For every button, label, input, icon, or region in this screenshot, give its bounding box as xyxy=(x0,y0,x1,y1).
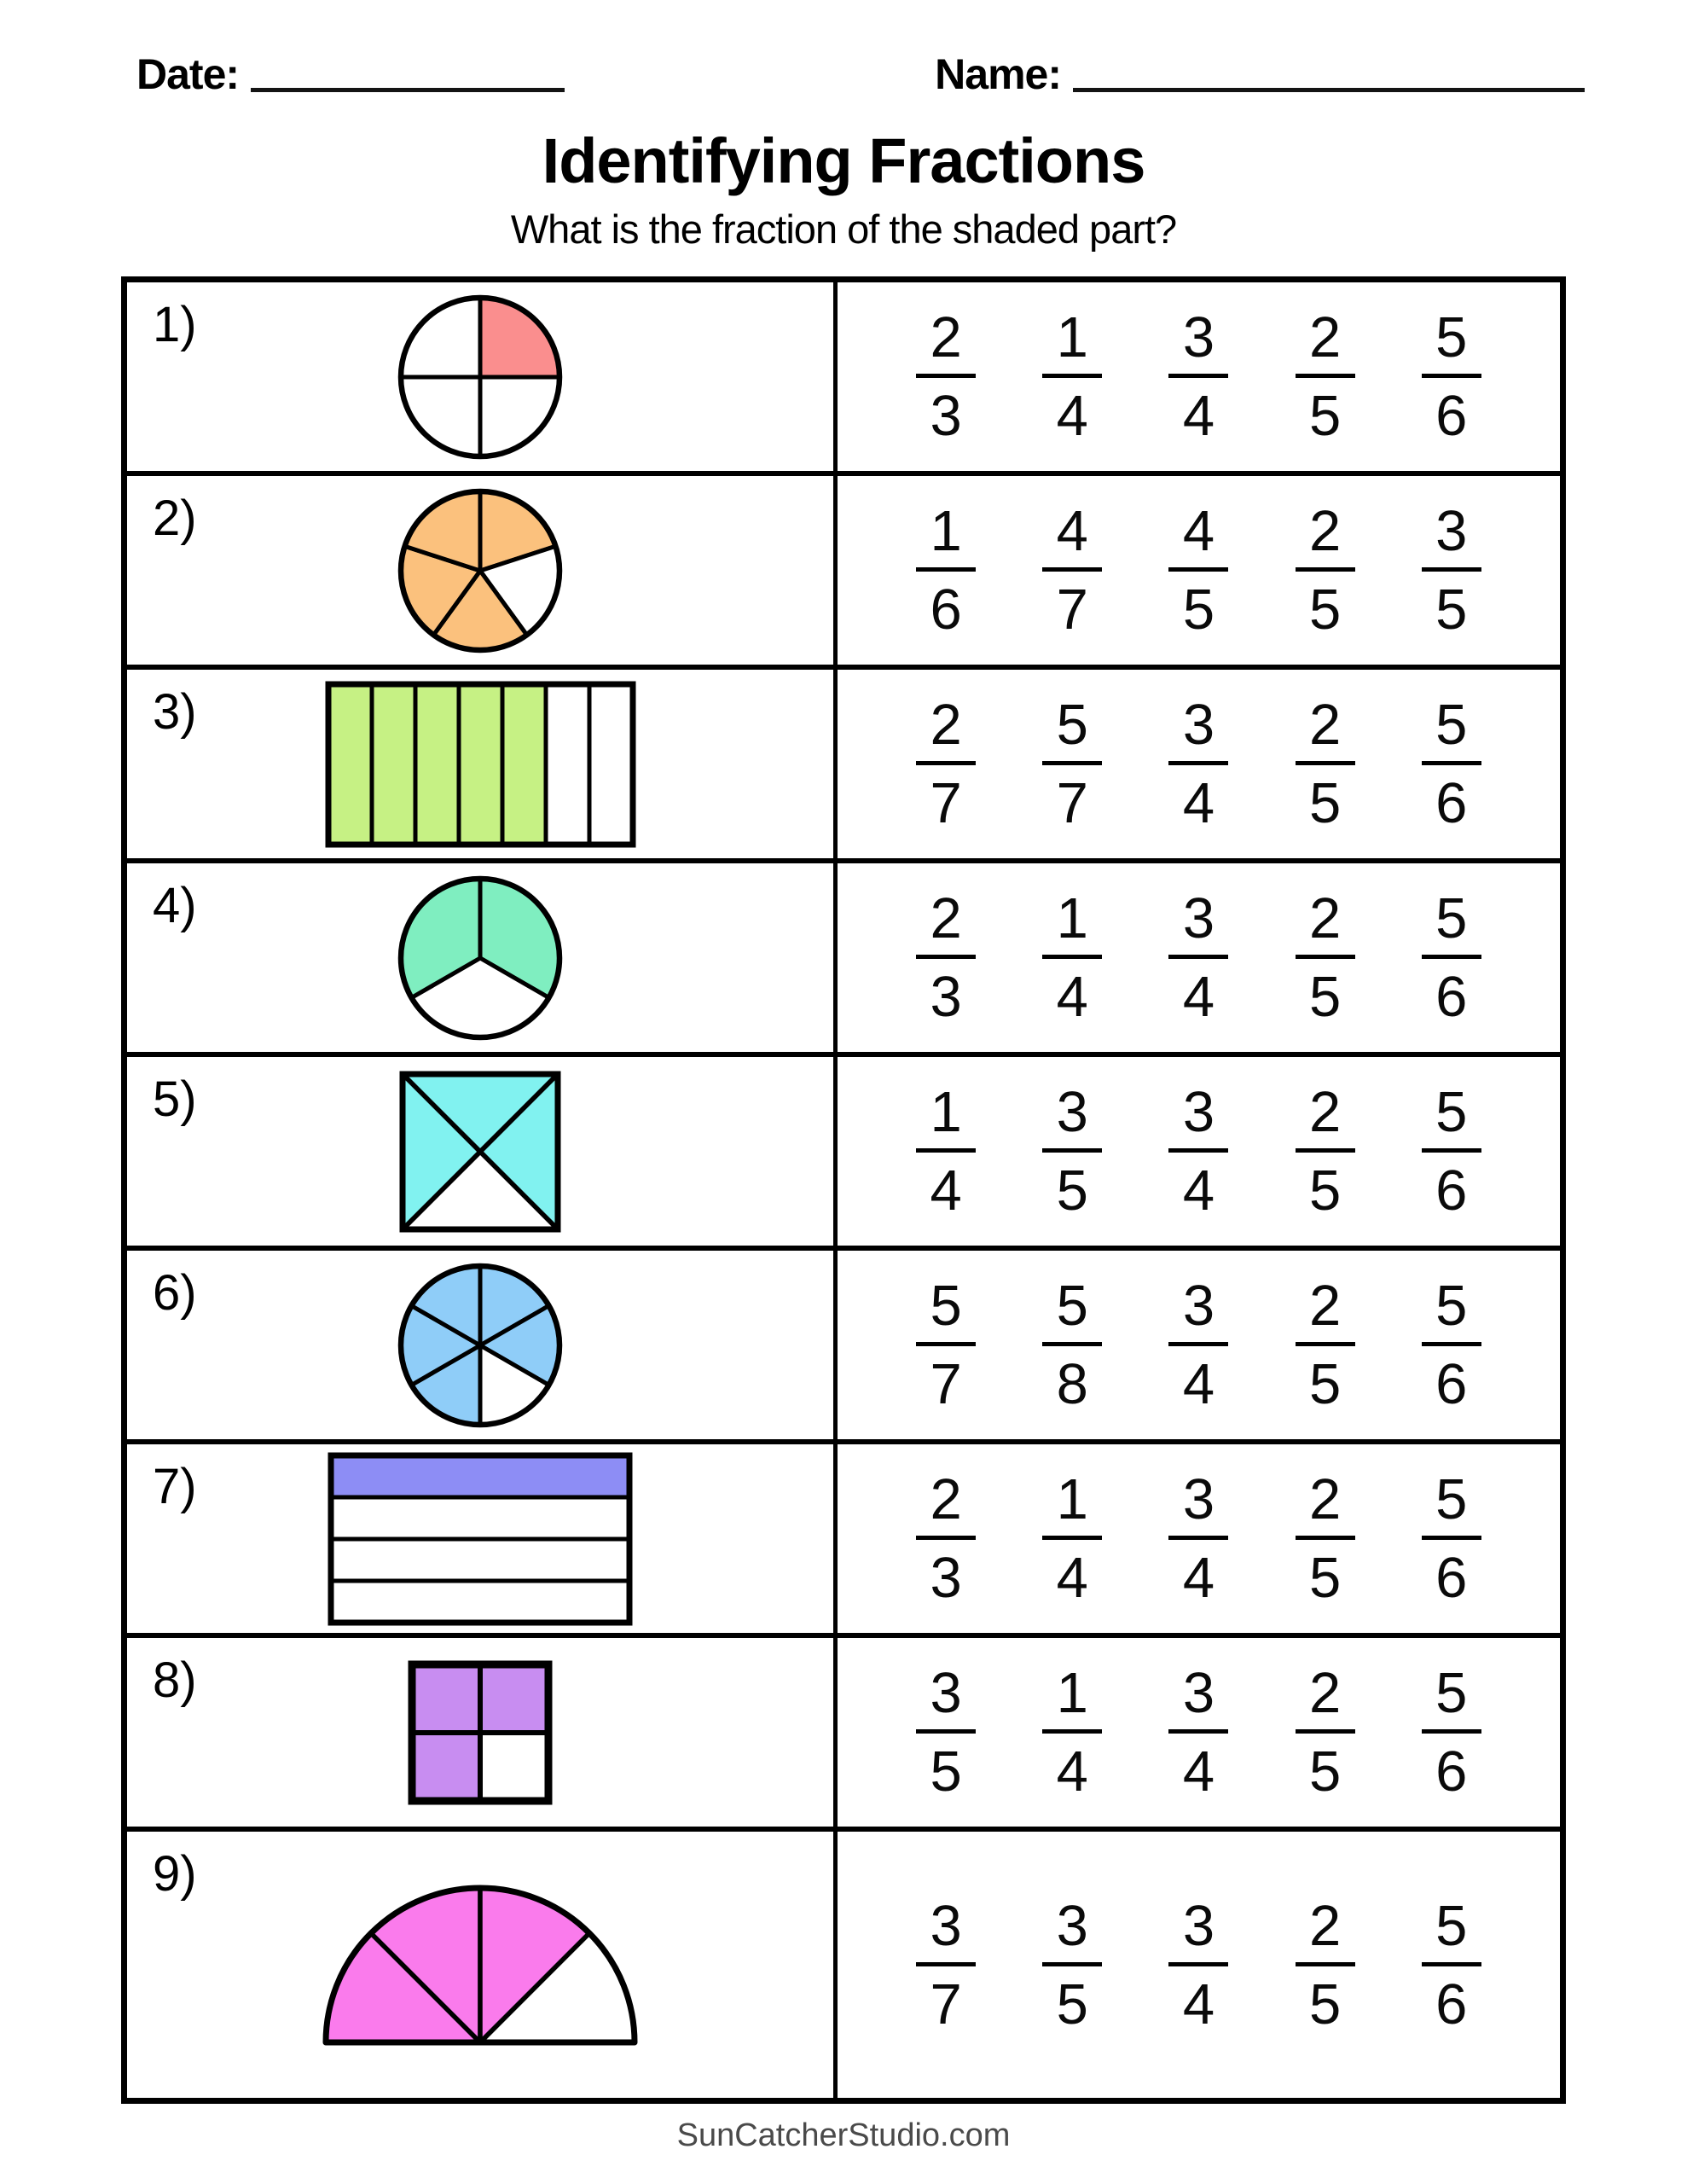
fraction-option[interactable] xyxy=(916,1893,976,2036)
fraction-option[interactable] xyxy=(1296,305,1355,448)
fraction-option[interactable] xyxy=(1296,1661,1355,1804)
options-cell xyxy=(838,1057,1560,1246)
name-line[interactable] xyxy=(1073,88,1585,92)
shape-cell xyxy=(127,476,838,665)
fraction-option[interactable] xyxy=(1168,693,1228,835)
fraction-numerator: 2 xyxy=(1308,886,1342,950)
footer-credit: SunCatcherStudio.com xyxy=(676,2117,1011,2153)
fraction-numerator: 1 xyxy=(1056,1467,1088,1531)
shape-segment xyxy=(502,684,546,845)
fraction-numerator: 5 xyxy=(1435,1893,1468,1958)
fraction-numerator: 2 xyxy=(1308,1893,1342,1958)
fraction-denominator: 5 xyxy=(1308,965,1342,1029)
fraction-numerator: 3 xyxy=(1182,1274,1215,1338)
worksheet-table xyxy=(121,276,1566,2104)
fraction-option[interactable] xyxy=(1168,1274,1228,1416)
fraction-shape-pie xyxy=(395,292,565,462)
fraction-option[interactable] xyxy=(1422,1080,1481,1223)
fraction-denominator: 4 xyxy=(930,1159,962,1223)
fraction-numerator: 1 xyxy=(930,1080,962,1144)
fraction-option[interactable] xyxy=(1042,1080,1102,1223)
fraction-option[interactable] xyxy=(1296,1274,1355,1416)
fraction-numerator: 5 xyxy=(1435,1467,1468,1531)
fraction-option[interactable] xyxy=(916,1661,976,1804)
fraction-numerator: 5 xyxy=(1056,693,1088,757)
fraction-denominator: 5 xyxy=(1308,1546,1342,1610)
fraction-denominator: 3 xyxy=(930,384,962,448)
fraction-numerator: 3 xyxy=(1182,1893,1215,1958)
fraction-denominator: 5 xyxy=(1435,578,1468,642)
fraction-shape-hbar xyxy=(328,1452,633,1626)
fraction-numerator: 5 xyxy=(930,1274,962,1338)
page-subtitle: What is the fraction of the shaded part? xyxy=(510,206,1177,252)
problem-row xyxy=(127,863,1560,1057)
fraction-numerator: 4 xyxy=(1056,499,1088,563)
shape-cell xyxy=(127,1251,838,1439)
fraction-numerator: 3 xyxy=(1182,305,1215,369)
fraction-option[interactable] xyxy=(1168,499,1228,642)
shape-cell xyxy=(127,670,838,858)
shape-segment xyxy=(546,684,589,845)
fraction-option[interactable] xyxy=(1296,886,1355,1029)
options-cell xyxy=(838,863,1560,1052)
fraction-option[interactable] xyxy=(916,499,976,642)
fraction-numerator: 3 xyxy=(930,1893,962,1958)
fraction-numerator: 5 xyxy=(1435,305,1468,369)
problem-row xyxy=(127,282,1560,476)
fraction-denominator: 7 xyxy=(930,1972,962,2036)
fraction-denominator: 7 xyxy=(1056,578,1088,642)
fraction-option[interactable] xyxy=(1422,1893,1481,2036)
fraction-numerator: 1 xyxy=(1056,886,1088,950)
date-field xyxy=(136,49,565,99)
problem-number: 7) xyxy=(153,1459,197,1514)
fraction-denominator: 6 xyxy=(1435,1546,1468,1610)
fraction-denominator: 5 xyxy=(1056,1972,1088,2036)
date-label: Date: xyxy=(136,50,240,98)
fraction-shape-pie xyxy=(395,873,565,1043)
fraction-option[interactable] xyxy=(1296,1467,1355,1610)
fraction-denominator: 6 xyxy=(1435,1740,1468,1804)
header xyxy=(0,0,1687,99)
fraction-numerator: 2 xyxy=(1308,305,1342,369)
fraction-numerator: 3 xyxy=(1182,1080,1215,1144)
problem-row xyxy=(127,1251,1560,1444)
fraction-shape-vbar xyxy=(325,681,636,848)
fraction-denominator: 6 xyxy=(1435,1352,1468,1416)
fraction-numerator: 3 xyxy=(1182,693,1215,757)
fraction-option[interactable] xyxy=(1168,1893,1228,2036)
fraction-numerator: 2 xyxy=(1308,1080,1342,1144)
fraction-denominator: 4 xyxy=(1056,1546,1088,1610)
fraction-option[interactable] xyxy=(1296,499,1355,642)
fraction-numerator: 3 xyxy=(1182,1661,1215,1725)
fraction-shape-semi xyxy=(318,1880,642,2049)
options-cell xyxy=(838,1251,1560,1439)
shape-segment xyxy=(589,684,633,845)
fraction-denominator: 4 xyxy=(1182,1972,1215,2036)
options-cell xyxy=(838,1832,1560,2098)
fraction-numerator: 3 xyxy=(1182,1467,1215,1531)
problem-number: 8) xyxy=(153,1653,197,1708)
problem-number: 9) xyxy=(153,1846,197,1902)
fraction-option[interactable] xyxy=(1422,1467,1481,1610)
fraction-option[interactable] xyxy=(916,1274,976,1416)
fraction-numerator: 5 xyxy=(1435,1274,1468,1338)
fraction-numerator: 1 xyxy=(930,499,962,563)
fraction-numerator: 3 xyxy=(1435,499,1468,563)
problem-row xyxy=(127,1444,1560,1638)
fraction-denominator: 5 xyxy=(1308,578,1342,642)
shape-cell xyxy=(127,282,838,471)
problem-row xyxy=(127,1638,1560,1832)
fraction-numerator: 5 xyxy=(1056,1274,1088,1338)
fraction-option[interactable] xyxy=(1168,1661,1228,1804)
fraction-numerator: 3 xyxy=(930,1661,962,1725)
fraction-option[interactable] xyxy=(1042,1893,1102,2036)
fraction-numerator: 3 xyxy=(1182,886,1215,950)
fraction-denominator: 6 xyxy=(1435,1972,1468,2036)
fraction-option[interactable] xyxy=(1042,1467,1102,1610)
problem-row xyxy=(127,1057,1560,1251)
fraction-option[interactable] xyxy=(1042,499,1102,642)
fraction-numerator: 5 xyxy=(1435,693,1468,757)
fraction-numerator: 1 xyxy=(1056,1661,1088,1725)
fraction-option[interactable] xyxy=(1042,1661,1102,1804)
fraction-denominator: 4 xyxy=(1182,771,1215,835)
fraction-numerator: 2 xyxy=(1308,693,1342,757)
fraction-option[interactable] xyxy=(1296,1893,1355,2036)
fraction-option[interactable] xyxy=(1042,1274,1102,1416)
fraction-option[interactable] xyxy=(916,1467,976,1610)
fraction-denominator: 4 xyxy=(1182,1546,1215,1610)
fraction-denominator: 4 xyxy=(1182,1352,1215,1416)
fraction-denominator: 4 xyxy=(1056,384,1088,448)
fraction-shape-xsquare xyxy=(399,1071,561,1233)
fraction-option[interactable] xyxy=(1296,1080,1355,1223)
fraction-option[interactable] xyxy=(1168,886,1228,1029)
fraction-option[interactable] xyxy=(1042,886,1102,1029)
shape-segment xyxy=(412,1664,480,1733)
fraction-denominator: 6 xyxy=(1435,1159,1468,1223)
fraction-shape-pie xyxy=(395,1260,565,1431)
fraction-numerator: 2 xyxy=(930,1467,962,1531)
options-cell xyxy=(838,670,1560,858)
shape-cell xyxy=(127,1638,838,1827)
shape-segment xyxy=(415,684,459,845)
shape-segment xyxy=(480,1733,548,1801)
problem-row xyxy=(127,1832,1560,2098)
problem-number: 5) xyxy=(153,1072,197,1127)
shape-segment xyxy=(328,684,372,845)
fraction-option[interactable] xyxy=(1422,305,1481,448)
fraction-numerator: 5 xyxy=(1435,1080,1468,1144)
problem-row xyxy=(127,670,1560,863)
fraction-numerator: 3 xyxy=(1056,1080,1088,1144)
fraction-option[interactable] xyxy=(1422,499,1481,642)
fraction-option[interactable] xyxy=(1422,886,1481,1029)
fraction-denominator: 4 xyxy=(1182,1740,1215,1804)
fraction-denominator: 4 xyxy=(1182,1159,1215,1223)
fraction-denominator: 7 xyxy=(930,771,962,835)
fraction-denominator: 5 xyxy=(1308,771,1342,835)
options-cell xyxy=(838,1638,1560,1827)
fraction-denominator: 5 xyxy=(930,1740,962,1804)
page-title: Identifying Fractions xyxy=(542,125,1145,196)
options-cell xyxy=(838,1444,1560,1633)
date-line[interactable] xyxy=(251,88,565,92)
fraction-denominator: 3 xyxy=(930,1546,962,1610)
options-cell xyxy=(838,476,1560,665)
fraction-numerator: 2 xyxy=(1308,499,1342,563)
fraction-numerator: 2 xyxy=(1308,1467,1342,1531)
fraction-denominator: 4 xyxy=(1182,384,1215,448)
fraction-denominator: 6 xyxy=(930,578,962,642)
shape-cell xyxy=(127,1057,838,1246)
fraction-denominator: 5 xyxy=(1308,1740,1342,1804)
name-label: Name: xyxy=(935,50,1061,98)
shape-segment xyxy=(331,1455,629,1497)
fraction-option[interactable] xyxy=(1422,693,1481,835)
fraction-option[interactable] xyxy=(1168,305,1228,448)
fraction-denominator: 6 xyxy=(1435,384,1468,448)
fraction-option[interactable] xyxy=(1168,1080,1228,1223)
shape-segment xyxy=(372,684,415,845)
fraction-option[interactable] xyxy=(1422,1274,1481,1416)
shape-segment xyxy=(412,1733,480,1801)
options-cell xyxy=(838,282,1560,471)
name-field xyxy=(935,49,1585,99)
fraction-option[interactable] xyxy=(1422,1661,1481,1804)
shape-segment xyxy=(331,1539,629,1581)
fraction-denominator: 5 xyxy=(1308,1159,1342,1223)
fraction-option[interactable] xyxy=(916,693,976,835)
problem-number: 6) xyxy=(153,1265,197,1321)
fraction-denominator: 8 xyxy=(1056,1352,1088,1416)
problem-number: 1) xyxy=(153,297,197,352)
shape-cell xyxy=(127,1832,838,2098)
fraction-denominator: 3 xyxy=(930,965,962,1029)
fraction-denominator: 5 xyxy=(1308,1352,1342,1416)
fraction-option[interactable] xyxy=(916,305,976,448)
problem-number: 2) xyxy=(153,491,197,546)
fraction-denominator: 6 xyxy=(1435,965,1468,1029)
fraction-denominator: 6 xyxy=(1435,771,1468,835)
fraction-denominator: 5 xyxy=(1182,578,1215,642)
fraction-denominator: 5 xyxy=(1308,384,1342,448)
fraction-option[interactable] xyxy=(916,1080,976,1223)
fraction-denominator: 5 xyxy=(1056,1159,1088,1223)
fraction-denominator: 7 xyxy=(930,1352,962,1416)
fraction-shape-grid xyxy=(408,1660,553,1805)
problem-number: 3) xyxy=(153,684,197,740)
shape-segment xyxy=(331,1497,629,1539)
fraction-option[interactable] xyxy=(1042,693,1102,835)
fraction-denominator: 5 xyxy=(1308,1972,1342,2036)
fraction-numerator: 2 xyxy=(930,693,962,757)
fraction-numerator: 2 xyxy=(930,886,962,950)
fraction-denominator: 4 xyxy=(1182,965,1215,1029)
fraction-numerator: 2 xyxy=(1308,1274,1342,1338)
fraction-numerator: 3 xyxy=(1056,1893,1088,1958)
fraction-numerator: 4 xyxy=(1182,499,1215,563)
shape-segment xyxy=(480,1664,548,1733)
fraction-shape-pie xyxy=(395,485,565,656)
fraction-numerator: 5 xyxy=(1435,1661,1468,1725)
fraction-denominator: 4 xyxy=(1056,965,1088,1029)
fraction-option[interactable] xyxy=(1042,305,1102,448)
fraction-numerator: 2 xyxy=(1308,1661,1342,1725)
shape-cell xyxy=(127,1444,838,1633)
fraction-numerator: 2 xyxy=(930,305,962,369)
problem-row xyxy=(127,476,1560,670)
shape-segment xyxy=(459,684,502,845)
fraction-option[interactable] xyxy=(1296,693,1355,835)
fraction-numerator: 1 xyxy=(1056,305,1088,369)
fraction-denominator: 7 xyxy=(1056,771,1088,835)
problem-number: 4) xyxy=(153,878,197,933)
fraction-denominator: 4 xyxy=(1056,1740,1088,1804)
fraction-option[interactable] xyxy=(916,886,976,1029)
shape-cell xyxy=(127,863,838,1052)
fraction-numerator: 5 xyxy=(1435,886,1468,950)
fraction-option[interactable] xyxy=(1168,1467,1228,1610)
shape-segment xyxy=(331,1581,629,1623)
